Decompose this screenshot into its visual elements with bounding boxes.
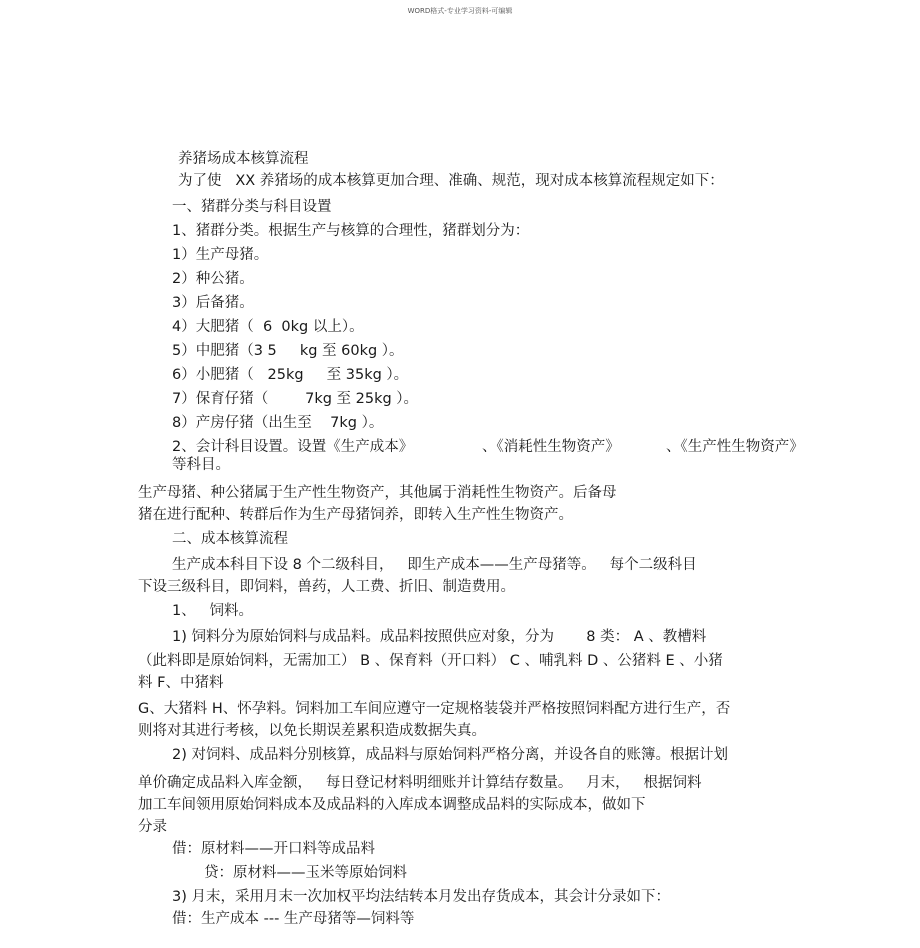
feed-para-1-line-1: 1) 饲料分为原始饲料与成品料。成品料按照供应对象，分为 8 类： A 、教槽料: [172, 629, 707, 645]
list-item: 5）中肥猪（3 5 kg 至 60kg ）。: [172, 343, 404, 359]
section-2-item-1: 1、 饲料。: [172, 603, 254, 619]
section-1-heading: 一、猪群分类与科目设置: [172, 199, 332, 215]
section-1-para-2-c: 、《生产性生物资产》: [666, 439, 804, 455]
doc-title: 养猪场成本核算流程: [178, 151, 309, 167]
section-1-para-2-a: 2、会计科目设置。设置《生产成本》: [172, 439, 414, 455]
intro-paragraph: 为了使 XX 养猪场的成本核算更加合理、准确、规范，现对成本核算流程规定如下：: [178, 173, 724, 189]
list-item: 2）种公猪。: [172, 271, 254, 287]
feed-para-1-line-3: 料 F、中猪料: [138, 675, 224, 691]
feed-para-1-line-2: （此料即是原始饲料，无需加工） B 、保育料（开口料） C 、哺乳料 D 、公猪料 E 、小猪: [138, 653, 723, 669]
section-2-heading: 二、成本核算流程: [172, 531, 288, 547]
page-header: WORD格式-专业学习资料-可编辑: [407, 7, 513, 15]
list-item: 6）小肥猪（ 25kg 至 35kg ）。: [172, 367, 409, 383]
feed-para-1-line-4: G、大猪料 H、怀孕料。饲料加工车间应遵守一定规格装袋并严格按照饲料配方进行生产，否: [138, 701, 731, 717]
list-item: 1）生产母猪。: [172, 247, 269, 263]
section-2-para-1-line-2: 下设三级科目，即饲料，兽药，人工费、折旧、制造费用。: [138, 579, 515, 595]
list-item: 7）保育仔猪（ 7kg 至 25kg ）。: [172, 391, 419, 407]
feed-para-3-line-1: 3) 月末，采用月末一次加权平均法结转本月发出存货成本，其会计分录如下：: [172, 889, 670, 905]
section-1-para-2-d: 等科目。: [172, 457, 230, 473]
journal-entry-credit: 贷：原材料——玉米等原始饲料: [204, 865, 407, 881]
section-1-para-2-b: 、《消耗性生物资产》: [482, 439, 620, 455]
feed-para-2-line-4: 分录: [138, 819, 167, 835]
feed-para-2-line-1: 2) 对饲料、成品料分别核算，成品料与原始饲料严格分离，并设各自的账簿。根据计划: [172, 747, 728, 763]
feed-para-2-line-3: 加工车间领用原始饲料成本及成品料的入库成本调整成品料的实际成本，做如下: [138, 797, 646, 813]
section-1-para-1: 1、猪群分类。根据生产与核算的合理性，猪群划分为：: [172, 223, 530, 239]
list-item: 8）产房仔猪（出生至 7kg ）。: [172, 415, 384, 431]
list-item: 3）后备猪。: [172, 295, 254, 311]
section-2-para-1-line-1: 生产成本科目下设 8 个二级科目， 即生产成本——生产母猪等。 每个二级科目: [172, 557, 697, 573]
assets-para-line-2: 猪在进行配种、转群后作为生产母猪饲养，即转入生产性生物资产。: [138, 507, 573, 523]
feed-para-1-line-5: 则将对其进行考核，以免长期误差累积造成数据失真。: [138, 723, 486, 739]
list-item: 4）大肥猪（ 6 0kg 以上）。: [172, 319, 364, 335]
feed-para-2-line-2: 单价确定成品料入库金额， 每日登记材料明细账并计算结存数量。 月末， 根据饲料: [138, 775, 702, 791]
journal-entry-debit: 借：原材料——开口料等成品料: [172, 841, 375, 857]
assets-para-line-1: 生产母猪、种公猪属于生产性生物资产，其他属于消耗性生物资产。后备母: [138, 485, 617, 501]
journal-entry-2-debit: 借：生产成本 --- 生产母猪等—饲料等: [172, 911, 415, 927]
